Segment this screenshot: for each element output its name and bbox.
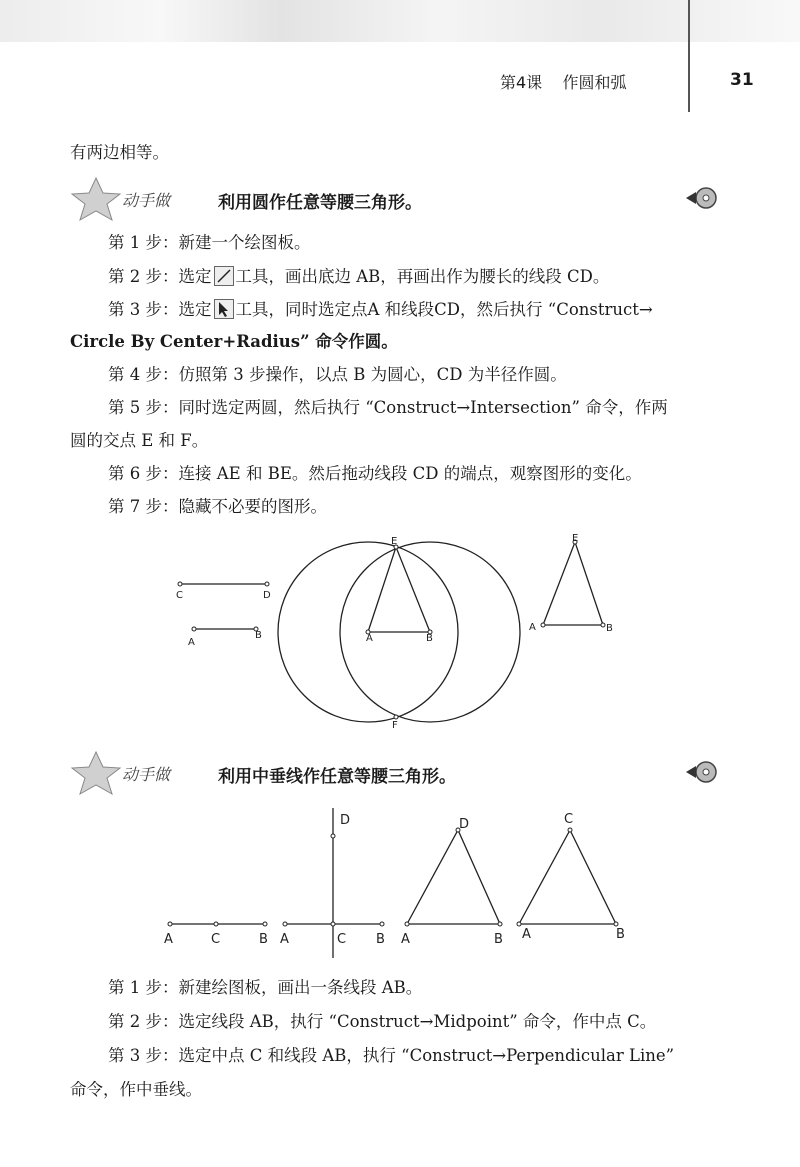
s2-step2: 第 2 步：选定线段 AB，执行 “Construct→Midpoint” 命令，作中点 C。 [108, 1012, 657, 1031]
s1-step4: 第 4 步：仿照第 3 步操作，以点 B 为圆心，CD 为半径作圆。 [108, 365, 567, 384]
selection-arrow-tool-icon [214, 299, 234, 319]
label-b: B [255, 630, 262, 641]
section2-tag: 动手做 [122, 765, 171, 784]
cd-icon [684, 186, 720, 210]
label-b: B [494, 932, 503, 947]
label-d: D [459, 817, 470, 832]
s1-step2: 第 2 步：选定 工具，画出底边 AB，再画出作为腰长的线段 CD。 [108, 267, 610, 286]
label-d: D [340, 813, 351, 828]
label-c: C [337, 932, 347, 947]
header-divider [688, 0, 690, 112]
triangle-abc [519, 830, 616, 924]
s2-step1: 第 1 步：新建绘图板，画出一条线段 AB。 [108, 978, 423, 997]
label-d: D [263, 590, 271, 601]
s2-step3-cont: 命令，作中垂线。 [70, 1080, 202, 1099]
section2-title: 利用中垂线作任意等腰三角形。 [218, 767, 456, 787]
section1-title: 利用圆作任意等腰三角形。 [218, 193, 422, 213]
label-c: C [211, 932, 221, 947]
triangle-result [543, 542, 603, 625]
label-a-result: A [529, 622, 536, 633]
page-number: 31 [730, 70, 754, 90]
figure-perpendicular-isosceles [160, 808, 640, 958]
section1-heading [70, 176, 730, 222]
star-icon [70, 750, 210, 796]
star-icon [70, 176, 210, 222]
s1-step7: 第 7 步：隐藏不必要的图形。 [108, 497, 327, 516]
label-c: C [176, 590, 183, 601]
triangle-abd [407, 830, 500, 924]
label-c: C [564, 812, 574, 827]
label-a: A [188, 637, 195, 648]
figure-circles-isosceles [160, 532, 640, 732]
label-a-circle: A [366, 633, 373, 644]
s1-step6: 第 6 步：连接 AE 和 BE。然后拖动线段 CD 的端点，观察图形的变化。 [108, 464, 642, 483]
intro-line: 有两边相等。 [70, 143, 169, 162]
s1-step1: 第 1 步：新建一个绘图板。 [108, 233, 311, 252]
section2-heading [70, 750, 730, 796]
label-a: A [401, 932, 410, 947]
label-f: F [392, 720, 398, 731]
running-header [500, 70, 627, 93]
label-b-result: B [606, 623, 613, 634]
s1-step3: 第 3 步：选定 工具，同时选定点A 和线段CD，然后执行 “Construct→ [108, 300, 653, 319]
section1-tag: 动手做 [122, 191, 171, 210]
s2-step3: 第 3 步：选定中点 C 和线段 AB，执行 “Construct→Perpendicular Line” [108, 1046, 675, 1065]
label-a: A [164, 932, 173, 947]
label-e: E [391, 536, 398, 547]
cd-icon [684, 760, 720, 784]
label-b-circle: B [426, 633, 433, 644]
s1-step5: 第 5 步：同时选定两圆，然后执行 “Construct→Intersection” 命令，作两 [108, 398, 668, 417]
label-e-result: E [572, 533, 579, 544]
scan-top-shade [0, 0, 800, 42]
label-b: B [376, 932, 385, 947]
lesson-title: 作圆和弧 [562, 73, 627, 92]
s1-step3-cont: Circle By Center+Radius” 命令作圆。 [70, 332, 398, 351]
segment-tool-icon [214, 266, 234, 286]
lesson-label: 第4课 [500, 73, 543, 92]
s1-step5-cont: 圆的交点 E 和 F。 [70, 431, 209, 450]
label-b: B [259, 932, 268, 947]
label-a: A [522, 927, 531, 942]
label-a: A [280, 932, 289, 947]
label-b: B [616, 927, 625, 942]
